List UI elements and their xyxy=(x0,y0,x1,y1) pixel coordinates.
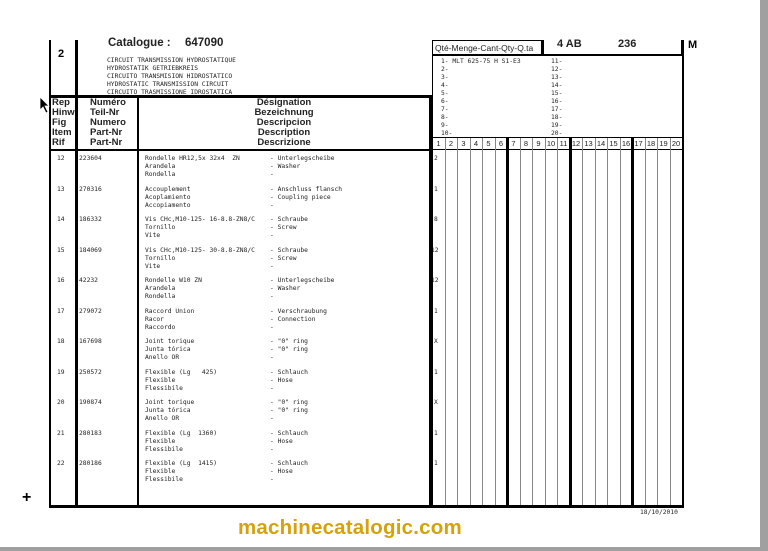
column-label: Descripcion xyxy=(256,117,312,128)
description: Raccord Union xyxy=(145,307,195,315)
description: Rondelle W10 ZN xyxy=(145,277,202,284)
description: Flessibile xyxy=(145,445,183,453)
qty-column-number: 6 xyxy=(498,139,504,148)
part-number: 279072 xyxy=(79,307,102,315)
column-label: Description xyxy=(257,127,311,138)
description-translation: - Unterlegscheibe xyxy=(270,277,335,284)
description: Junta tórica xyxy=(145,407,191,414)
qty-column-number: 14 xyxy=(596,139,606,148)
column-label: Rif xyxy=(52,137,65,148)
description: Accopiamento xyxy=(145,201,191,209)
column-header-rep xyxy=(52,98,75,148)
model-entry: 12- xyxy=(551,66,563,73)
grid-line xyxy=(670,138,671,505)
section-titles xyxy=(107,57,236,97)
table-row xyxy=(0,429,438,460)
column-label: Bezeichnung xyxy=(254,107,314,118)
description: Joint torique xyxy=(145,399,195,406)
table-row xyxy=(0,338,438,368)
column-label: Désignation xyxy=(256,97,312,108)
description: Vite xyxy=(145,232,161,239)
part-number: 223604 xyxy=(79,155,102,162)
divider xyxy=(681,40,684,55)
grid-line xyxy=(631,138,634,505)
model-entry: 20- xyxy=(551,130,563,137)
model-entry: 19- xyxy=(551,122,563,129)
part-number: 167698 xyxy=(79,338,102,345)
item-rep: 20 xyxy=(57,399,65,406)
description: Flexible xyxy=(145,437,176,445)
description: Vis CHc,M10-125- 30-8.8-ZN8/C xyxy=(145,246,255,254)
description-translation: - xyxy=(270,171,274,178)
description-translation: - xyxy=(270,354,274,361)
grid-line xyxy=(470,138,471,505)
item-rep: 15 xyxy=(57,246,65,254)
qty-column-number: 13 xyxy=(584,139,593,148)
description-translation: - Screw xyxy=(270,254,297,262)
catalogue-number: 647090 xyxy=(185,37,224,49)
model-entry: 6- xyxy=(441,98,449,105)
model-entry: 7- xyxy=(441,106,449,113)
table-row xyxy=(0,185,438,216)
grid-line xyxy=(482,138,483,505)
description-translation: - Screw xyxy=(270,224,297,231)
column-label: Numéro xyxy=(90,97,126,108)
page-number: 2 xyxy=(58,48,65,60)
models-list-2 xyxy=(551,58,562,138)
watermark: machinecatalogic.com xyxy=(238,516,462,539)
description: Flessibile xyxy=(145,384,183,392)
model-entry: 3- xyxy=(441,74,449,81)
qty-column-number: 1 xyxy=(436,139,441,148)
quantity-label: Qté-Menge-Cant-Qty-Q.ta xyxy=(432,40,544,55)
section-title: CIRCUITO TRANSMISION HIDROSTATICO xyxy=(107,73,233,80)
qty-column-number: 5 xyxy=(486,139,491,148)
part-number: 190874 xyxy=(79,399,102,406)
model-entry: 18- xyxy=(551,114,563,121)
description-translation: - xyxy=(270,476,274,483)
table-row xyxy=(0,399,438,429)
qty-column-number: 18 xyxy=(646,139,656,148)
description-translation: - Verschraubung xyxy=(270,307,327,315)
description-translation: - xyxy=(270,323,274,331)
item-rep: 13 xyxy=(57,185,65,193)
description-translation: - Washer xyxy=(270,163,301,170)
qty-column-number: 10 xyxy=(546,139,556,148)
description: Vite xyxy=(145,262,161,270)
description-translation: - Anschluss flansch xyxy=(270,185,343,193)
model-entry: 1- MLT 625-75 H S1-E3 xyxy=(441,58,521,65)
description-translation: - Hose xyxy=(270,437,293,445)
table-row xyxy=(0,460,438,490)
grid-line xyxy=(557,138,558,505)
description-translation: - "0" ring xyxy=(270,399,308,406)
catalogue-label: Catalogue : xyxy=(108,37,171,49)
model-entry: 11- xyxy=(551,58,563,65)
group-code: 4 AB xyxy=(557,38,582,50)
part-number: 250572 xyxy=(79,368,102,376)
corner-mark: M xyxy=(688,39,698,51)
qty-column-number: 3 xyxy=(461,139,466,148)
description-translation: - xyxy=(270,201,274,209)
quantity: X xyxy=(434,338,438,345)
description-translation: - Washer xyxy=(270,285,301,292)
description: Accouplement xyxy=(145,185,191,193)
quantity: 8 xyxy=(434,216,438,223)
description: Rondella xyxy=(145,293,176,300)
part-number: 186332 xyxy=(79,216,102,223)
model-entry: 10- xyxy=(441,130,453,137)
description: Flexible xyxy=(145,376,176,384)
description: Rondelle HR12,5x 32x4 ZN xyxy=(145,155,240,162)
table-row xyxy=(0,155,438,185)
column-label: Fig xyxy=(52,117,67,128)
quantity: 2 xyxy=(434,155,438,162)
description: Flexible xyxy=(145,468,176,475)
column-header-designation xyxy=(138,98,430,148)
model-entry: 5- xyxy=(441,90,449,97)
grid-line xyxy=(582,138,583,505)
description-translation: - Hose xyxy=(270,376,293,384)
description: Tornillo xyxy=(145,224,176,231)
model-entry: 8- xyxy=(441,114,449,121)
grid-line xyxy=(457,138,458,505)
quantity: 12 xyxy=(431,277,439,284)
grid-line xyxy=(506,138,509,505)
description-translation: - xyxy=(270,232,274,239)
description-translation: - Schlauch xyxy=(270,429,308,437)
description: Arandela xyxy=(145,163,176,170)
part-number: 42232 xyxy=(79,277,98,284)
description-translation: - Hose xyxy=(270,468,293,475)
description: Arandela xyxy=(145,285,176,292)
model-entry: 13- xyxy=(551,74,563,81)
description-translation: - Coupling piece xyxy=(270,193,331,201)
description-translation: - "0" ring xyxy=(270,346,308,353)
part-number: 270316 xyxy=(79,185,102,193)
qty-column-number: 12 xyxy=(571,139,581,148)
model-entry: 9- xyxy=(441,122,449,129)
column-header-numero xyxy=(90,98,126,148)
column-label: Descrizione xyxy=(257,137,311,148)
description-translation: - "0" ring xyxy=(270,407,308,414)
description: Anello OR xyxy=(145,415,180,422)
part-number: 280183 xyxy=(79,429,102,437)
grid-line xyxy=(545,138,546,505)
quantity: X xyxy=(434,399,438,406)
section-title: HYDROSTATIK GETRIEBKREIS xyxy=(107,65,198,72)
print-date: 18/10/2010 xyxy=(640,509,678,516)
qty-column-number: 11 xyxy=(559,139,568,148)
description: Acoplamiento xyxy=(145,193,191,201)
grid-line xyxy=(595,138,596,505)
quantity: 12 xyxy=(431,246,439,254)
column-label: Hinw xyxy=(52,107,75,118)
description-translation: - xyxy=(270,384,274,392)
quantity: 1 xyxy=(434,368,438,376)
description-translation: - Schraube xyxy=(270,216,308,223)
description-translation: - xyxy=(270,415,274,422)
item-rep: 22 xyxy=(57,460,65,467)
description: Joint torique xyxy=(145,338,195,345)
model-entry: 14- xyxy=(551,82,563,89)
item-rep: 21 xyxy=(57,429,65,437)
item-rep: 19 xyxy=(57,368,65,376)
group-number: 236 xyxy=(618,38,637,50)
section-title: CIRCUITO TRASMISSIONE IDROSTATICA xyxy=(107,89,233,96)
description-translation: - Schraube xyxy=(270,246,308,254)
column-label: Part-Nr xyxy=(90,137,123,148)
column-label: Rep xyxy=(52,97,70,108)
section-title: CIRCUIT TRANSMISSION HYDROSTATIQUE xyxy=(107,57,236,64)
model-entry: 2- xyxy=(441,66,449,73)
column-label: Item xyxy=(52,127,72,138)
description: Rondella xyxy=(145,171,176,178)
description: Flexible (Lg 1415) xyxy=(145,460,218,467)
description: Raccordo xyxy=(145,323,176,331)
qty-column-number: 2 xyxy=(448,139,454,148)
qty-column-number: 8 xyxy=(523,139,529,148)
item-rep: 16 xyxy=(57,277,65,284)
quantity: 1 xyxy=(434,185,438,193)
model-entry: 16- xyxy=(551,98,563,105)
column-label: Teil-Nr xyxy=(90,107,120,118)
grid-line xyxy=(645,138,646,505)
model-entry: 17- xyxy=(551,106,563,113)
qty-column-number: 16 xyxy=(621,139,631,148)
description-translation: - xyxy=(270,293,274,300)
description-translation: - Schlauch xyxy=(270,460,308,467)
description-translation: - xyxy=(270,445,274,453)
grid-line xyxy=(445,138,446,505)
description: Racor xyxy=(145,315,164,323)
mouse-cursor-icon xyxy=(39,96,51,114)
qty-column-number: 9 xyxy=(536,139,541,148)
qty-column-number: 15 xyxy=(609,139,618,148)
table-row xyxy=(0,368,438,399)
table-row xyxy=(0,246,439,277)
grid-line xyxy=(657,138,658,505)
quantity: 1 xyxy=(434,460,438,467)
description: Flexible (Lg 1360) xyxy=(145,429,218,437)
description-translation: - Unterlegscheibe xyxy=(270,155,335,162)
description: Flexible (Lg 425) xyxy=(145,368,218,376)
part-number: 280186 xyxy=(79,460,102,467)
description-translation: - Connection xyxy=(270,315,316,323)
item-rep: 18 xyxy=(57,338,65,345)
description: Tornillo xyxy=(145,254,176,262)
description: Anello OR xyxy=(145,354,180,361)
qty-column-number: 19 xyxy=(659,139,668,148)
quantity: 1 xyxy=(434,429,438,437)
qty-column-number: 4 xyxy=(473,139,479,148)
qty-column-number: 20 xyxy=(671,139,681,148)
grid-line xyxy=(520,138,521,505)
model-entry: 15- xyxy=(551,90,563,97)
grid-line xyxy=(607,138,608,505)
qty-column-number: 7 xyxy=(511,139,516,148)
column-label: Part-Nr xyxy=(90,127,123,138)
table-row xyxy=(0,216,438,246)
model-entry: 4- xyxy=(441,82,449,89)
description-translation: - Schlauch xyxy=(270,368,308,376)
divider xyxy=(49,149,432,151)
table-row xyxy=(0,277,439,307)
grid-line xyxy=(620,138,621,505)
table-row xyxy=(0,307,438,338)
item-rep: 12 xyxy=(57,155,65,162)
description-translation: - xyxy=(270,262,274,270)
item-rep: 14 xyxy=(57,216,65,223)
item-rep: 17 xyxy=(57,307,65,315)
grid-line xyxy=(495,138,496,505)
description: Junta tórica xyxy=(145,346,191,353)
qty-column-number: 17 xyxy=(634,139,643,148)
grid-line xyxy=(569,138,572,505)
models-list-1 xyxy=(441,58,521,138)
description-translation: - "0" ring xyxy=(270,338,308,345)
grid-line xyxy=(532,138,533,505)
part-number: 184069 xyxy=(79,246,102,254)
description: Flessibile xyxy=(145,476,183,483)
description: Vis CHc,M10-125- 16-8.8-ZN8/C xyxy=(145,216,255,223)
plus-mark: + xyxy=(22,489,32,506)
quantity: 1 xyxy=(434,307,438,315)
section-title: HYDROSTATIC TRANSMISSION CIRCUIT xyxy=(107,81,229,88)
column-label: Numero xyxy=(90,117,126,128)
